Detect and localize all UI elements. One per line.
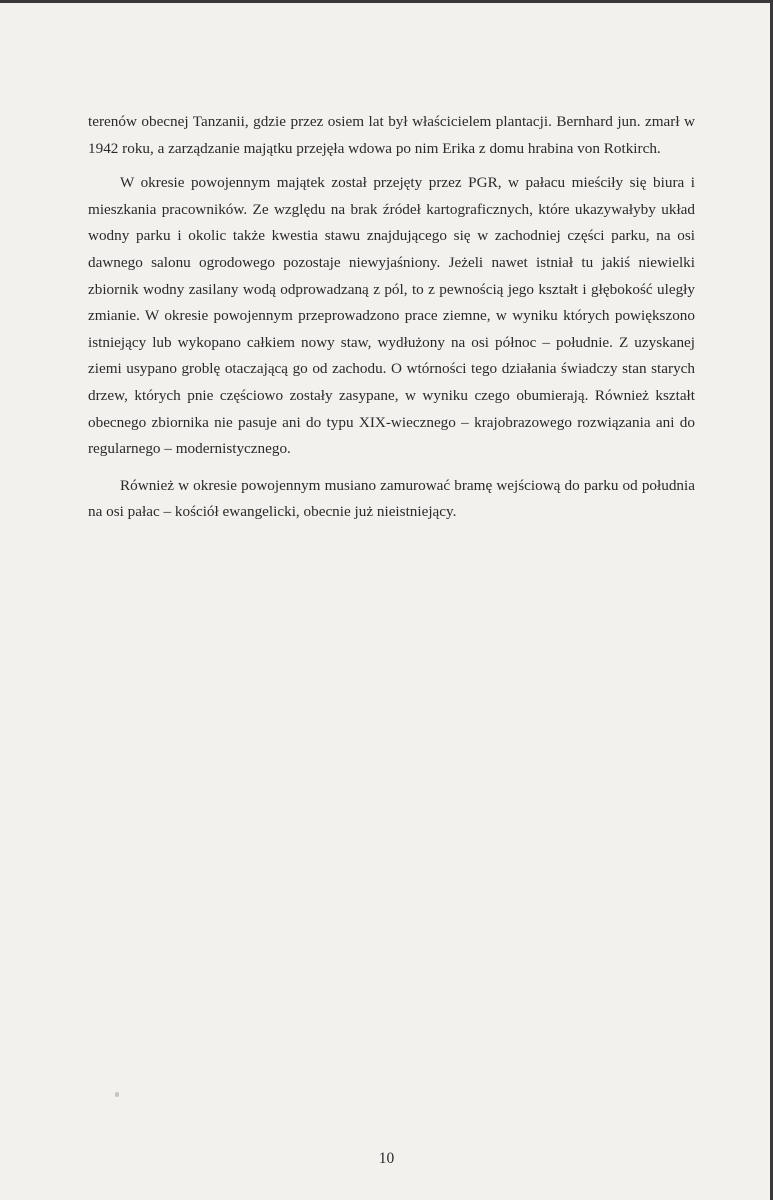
page-number: 10 <box>378 1150 395 1167</box>
body-text <box>88 109 695 526</box>
paragraph-3: Również w okresie powojennym musiano zamurować bramę wejściową do parku od południa na osi pałac – kościół ewangelicki, obecnie już nieistniejący. <box>88 476 695 521</box>
paragraph-2: W okresie powojennym majątek został przejęty przez PGR, w pałacu mieściły się biura i mieszkania pracowników. Ze względu na brak źródeł kartograficznych, które ukazywałyby układ wodny parku i okolic także kwestia stawu znajdującego się w zachodniej części parku, na osi dawnego salonu ogrodowego pozostaje niewyjaśniony. Jeżeli nawet istniał tu jakiś niewielki zbiornik wodny zasilany wodą odprowadzaną z pól, to z pewnością jego kształt i głębokość uległy zmianie. W okresie powojennym przeprowadzono prace ziemne, w wyniku których powiększono istniejący lub wykopano całkiem nowy staw, wydłużony na osi północ – południe. Z uzyskanej ziemi usypano groblę otaczającą go od zachodu. O wtórności tego działania świadczy stan starych drzew, których pnie częściowo zostały zasypane, w wyniku czego obumierają. Również kształt obecnego zbiornika nie pasuje ani do typu XIX-wiecznego – krajobrazowego rozwiązania ani do regularnego – modernistycznego. <box>88 174 695 458</box>
paragraph-1: terenów obecnej Tanzanii, gdzie przez osiem lat był właścicielem plantacji. Bernhard jun. zmarł w 1942 roku, a zarządzanie majątku przejęła wdowa po nim Erika z domu hrabina von Rotkirch. <box>88 113 695 157</box>
paper-speck <box>115 1092 119 1097</box>
